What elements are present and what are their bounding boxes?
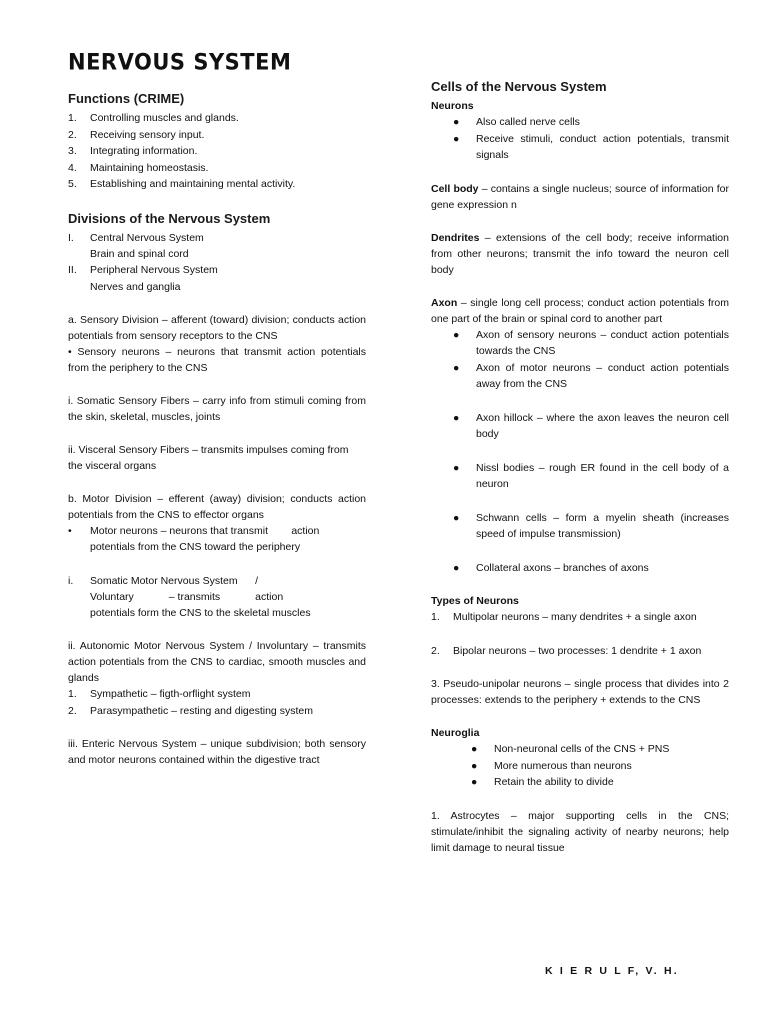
bullet-item: ● More numerous than neurons [471,759,632,772]
bullet-item: ● Schwann cells – form a myelin sheath (increases speed of impulse transmission) [453,511,729,540]
list-item: 5. Establishing and maintaining mental activity. [68,178,296,190]
cell-body-def: Cell body – contains a single nucleus; source of information for gene expression n [431,182,729,211]
cns-sub: Brain and spinal cord [90,248,189,260]
somatic-sensory: i. Somatic Sensory Fibers – carry info from stimuli coming from the skin, skeletal, muscles, joints [68,394,366,423]
type-item: 2. Bipolar neurons – two processes: 1 dendrite + 1 axon [431,644,702,657]
bullet-item: ● Receive stimuli, conduct action potentials, transmit signals [453,132,729,161]
pns-row: II. Peripheral Nervous System [68,264,218,276]
visceral-sensory-cont: the visceral organs [68,459,157,472]
bullet-item: ● Also called nerve cells [453,116,580,128]
types-heading: Types of Neurons [431,595,519,607]
right-column [431,78,729,856]
somatic-motor-2: Voluntary – transmits action [90,591,284,603]
bullet-item: ● Axon hillock – where the axon leaves the neuron cell body [453,411,729,440]
list-item: 3. Integrating information. [68,145,198,157]
bullet-item: ● Nissl bodies – rough ER found in the cell body of a neuron [453,461,729,490]
astrocytes-def: 1. Astrocytes – major supporting cells in the CNS; stimulate/inhibit the signaling activity of nearby neurons; help limit damage to neural tissue [431,809,729,854]
list-item: 1. Sympathetic – figth-orflight system [68,688,251,700]
autonomic-list [68,686,366,719]
pns-sub: Nerves and ganglia [90,280,181,293]
list-item: 1. Controlling muscles and glands. [68,112,239,124]
autonomic-motor: ii. Autonomic Motor Nervous System / Involuntary – transmits action potentials from the CNS to cardiac, smooth muscles and glands [68,640,366,684]
dendrites-def: Dendrites – extensions of the cell body; receive information from other neurons; transmit the info toward the neuron cell body [431,231,729,276]
author-footer: K I E R U L F, V. H. [545,965,679,977]
functions-heading: Functions (CRIME) [68,91,185,106]
motor-neurons: • Motor neurons – neurons that transmit action potentials from the CNS toward the periphery [68,524,323,553]
enteric-system: iii. Enteric Nervous System – unique subdivision; both sensory and motor neurons contained within the digestive tract [68,738,366,766]
sensory-division: a. Sensory Division – afferent (toward) division; conducts action potentials from sensory receptors to the CNS [68,313,366,342]
type-item: 1. Multipolar neurons – many dendrites + a single axon [431,611,697,623]
somatic-motor: i. Somatic Motor Nervous System / [68,574,259,587]
motor-division: b. Motor Division – efferent (away) division; conducts action potentials from the CNS to effector organs [68,492,366,521]
visceral-sensory: ii. Visceral Sensory Fibers – transmits impulses coming from [68,443,349,456]
bullet-item: ● Axon of sensory neurons – conduct action potentials towards the CNS [453,328,729,357]
bullet-item: ● Axon of motor neurons – conduct action potentials away from the CNS [453,361,729,390]
bullet-item: ● Collateral axons – branches of axons [453,561,649,574]
somatic-motor-3: potentials form the CNS to the skeletal muscles [90,607,311,619]
type-item: 3. Pseudo-unipolar neurons – single process that divides into 2 processes: extends to the periphery + extends to the CNS [431,678,729,706]
bullet-item: ● Non-neuronal cells of the CNS + PNS [471,743,670,755]
cells-heading: Cells of the Nervous System [431,79,607,94]
divisions-heading: Divisions of the Nervous System [68,210,271,226]
page-title: NERVOUS SYSTEM [68,49,292,75]
list-item: 2. Receiving sensory input. [68,128,205,141]
bullet-item: ● Retain the ability to divide [471,776,614,788]
cns-row: I. Central Nervous System [68,231,204,244]
neurons-heading: Neurons [431,100,474,112]
sensory-neurons: • Sensory neurons – neurons that transmit action potentials from the periphery to the CNS [68,345,366,374]
left-column [68,48,366,768]
list-item: 4. Maintaining homeostasis. [68,161,209,174]
list-item: 2. Parasympathetic – resting and digesting system [68,704,313,717]
functions-list [68,110,366,193]
axon-def: Axon – single long cell process; conduct action potentials from one part of the brain or spinal cord to another part [431,296,729,325]
neuroglia-heading: Neuroglia [431,727,480,739]
